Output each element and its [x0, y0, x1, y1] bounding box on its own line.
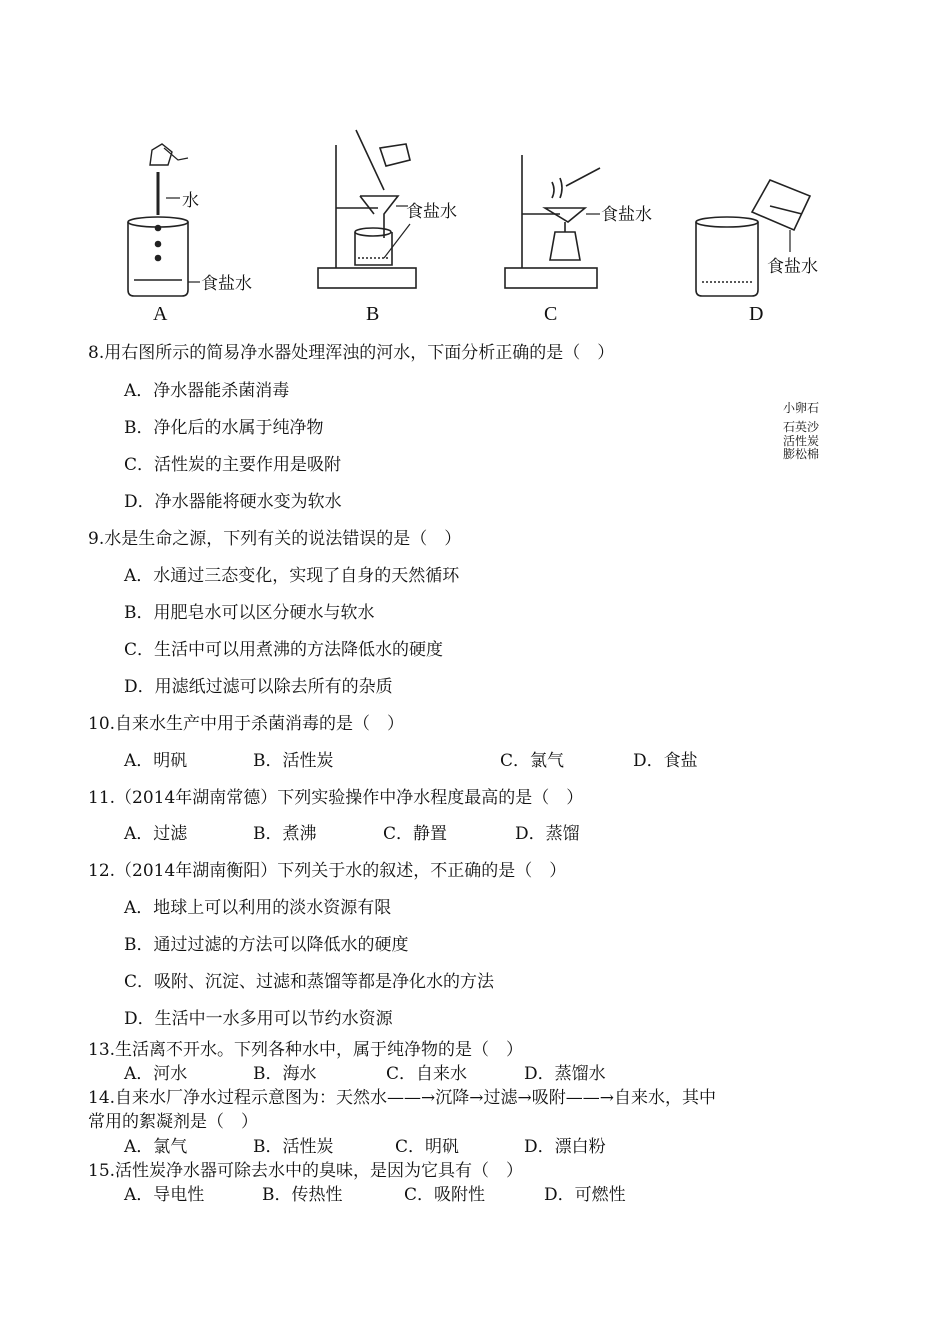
- option-a: A．过滤: [124, 824, 188, 844]
- purifier-layer-quartz-sand: 石英沙: [783, 420, 820, 434]
- figure-b-saltwater-label: 食盐水: [406, 202, 457, 222]
- figure-a-water-label: 水: [182, 191, 199, 211]
- figure-a-drawing: [128, 144, 200, 296]
- question-stem: 11.（2014年湖南常德）下列实验操作中净水程度最高的是（ ）: [88, 788, 584, 808]
- figure-c-drawing: [505, 155, 600, 288]
- option-a: A．导电性: [124, 1185, 205, 1205]
- option-b: B．净化后的水属于纯净物: [124, 418, 324, 438]
- option-d: D．漂白粉: [524, 1137, 606, 1157]
- option-b: B．用肥皂水可以区分硬水与软水: [124, 603, 375, 623]
- purifier-layer-activated-carbon: 活性炭: [783, 434, 820, 448]
- option-b: B．通过过滤的方法可以降低水的硬度: [124, 935, 409, 955]
- option-a: A．地球上可以利用的淡水资源有限: [124, 898, 392, 918]
- option-d: D．蒸馏: [515, 824, 580, 844]
- option-d: D．可燃性: [544, 1185, 626, 1205]
- option-c: C．吸附、沉淀、过滤和蒸馏等都是净化水的方法: [124, 972, 495, 992]
- figure-b-drawing: [318, 130, 416, 288]
- question-stem: 12.（2014年湖南衡阳）下列关于水的叙述，不正确的是（ ）: [88, 861, 567, 881]
- figure-d-saltwater-label: 食盐水: [767, 257, 818, 277]
- question-stem: 9.水是生命之源，下列有关的说法错误的是（ ）: [88, 529, 462, 549]
- figure-b-letter: B: [366, 303, 380, 325]
- option-d: D．生活中一水多用可以节约水资源: [124, 1009, 393, 1029]
- question-stem: 13.生活离不开水。下列各种水中，属于纯净物的是（ ）: [88, 1040, 524, 1060]
- option-d: D．蒸馏水: [524, 1064, 606, 1084]
- option-c: C．氯气: [500, 751, 565, 771]
- option-d: D．食盐: [633, 751, 698, 771]
- option-b: B．海水: [253, 1064, 317, 1084]
- option-b: B．传热性: [262, 1185, 343, 1205]
- option-a: A．氯气: [124, 1137, 188, 1157]
- figure-a-saltwater-label: 食盐水: [201, 274, 252, 294]
- question-stem-continued: 常用的絮凝剂是（ ）: [88, 1112, 258, 1132]
- purifier-layer-pebbles: 小卵石: [783, 401, 820, 415]
- figure-a-letter: A: [153, 303, 168, 325]
- option-d: D．用滤纸过滤可以除去所有的杂质: [124, 677, 393, 697]
- question-stem: 10.自来水生产中用于杀菌消毒的是（ ）: [88, 714, 405, 734]
- option-c: C．明矾: [395, 1137, 460, 1157]
- figure-c-letter: C: [544, 303, 558, 325]
- question-stem: 8.用右图所示的简易净水器处理浑浊的河水，下面分析正确的是（ ）: [88, 343, 615, 363]
- option-c: C．活性炭的主要作用是吸附: [124, 455, 342, 475]
- option-c: C．静置: [383, 824, 448, 844]
- option-b: B．活性炭: [253, 1137, 334, 1157]
- option-c: C．自来水: [386, 1064, 468, 1084]
- option-a: A．明矾: [124, 751, 188, 771]
- option-c: C．生活中可以用煮沸的方法降低水的硬度: [124, 640, 444, 660]
- option-a: A．河水: [124, 1064, 188, 1084]
- option-a: A．水通过三态变化，实现了自身的天然循环: [124, 566, 460, 586]
- experiment-figures: [0, 0, 950, 330]
- question-stem: 14.自来水厂净水过程示意图为：天然水——→沉降→过滤→吸附——→自来水，其中: [88, 1088, 717, 1108]
- option-b: B．煮沸: [253, 824, 317, 844]
- option-c: C．吸附性: [404, 1185, 486, 1205]
- option-d: D．净水器能将硬水变为软水: [124, 492, 342, 512]
- question-stem: 15.活性炭净水器可除去水中的臭味，是因为它具有（ ）: [88, 1161, 524, 1181]
- figure-c-saltwater-label: 食盐水: [601, 205, 652, 225]
- purifier-layer-cotton: 膨松棉: [783, 447, 820, 461]
- figure-d-drawing: [696, 180, 810, 296]
- option-b: B．活性炭: [253, 751, 334, 771]
- option-a: A．净水器能杀菌消毒: [124, 381, 290, 401]
- figure-d-letter: D: [749, 303, 764, 325]
